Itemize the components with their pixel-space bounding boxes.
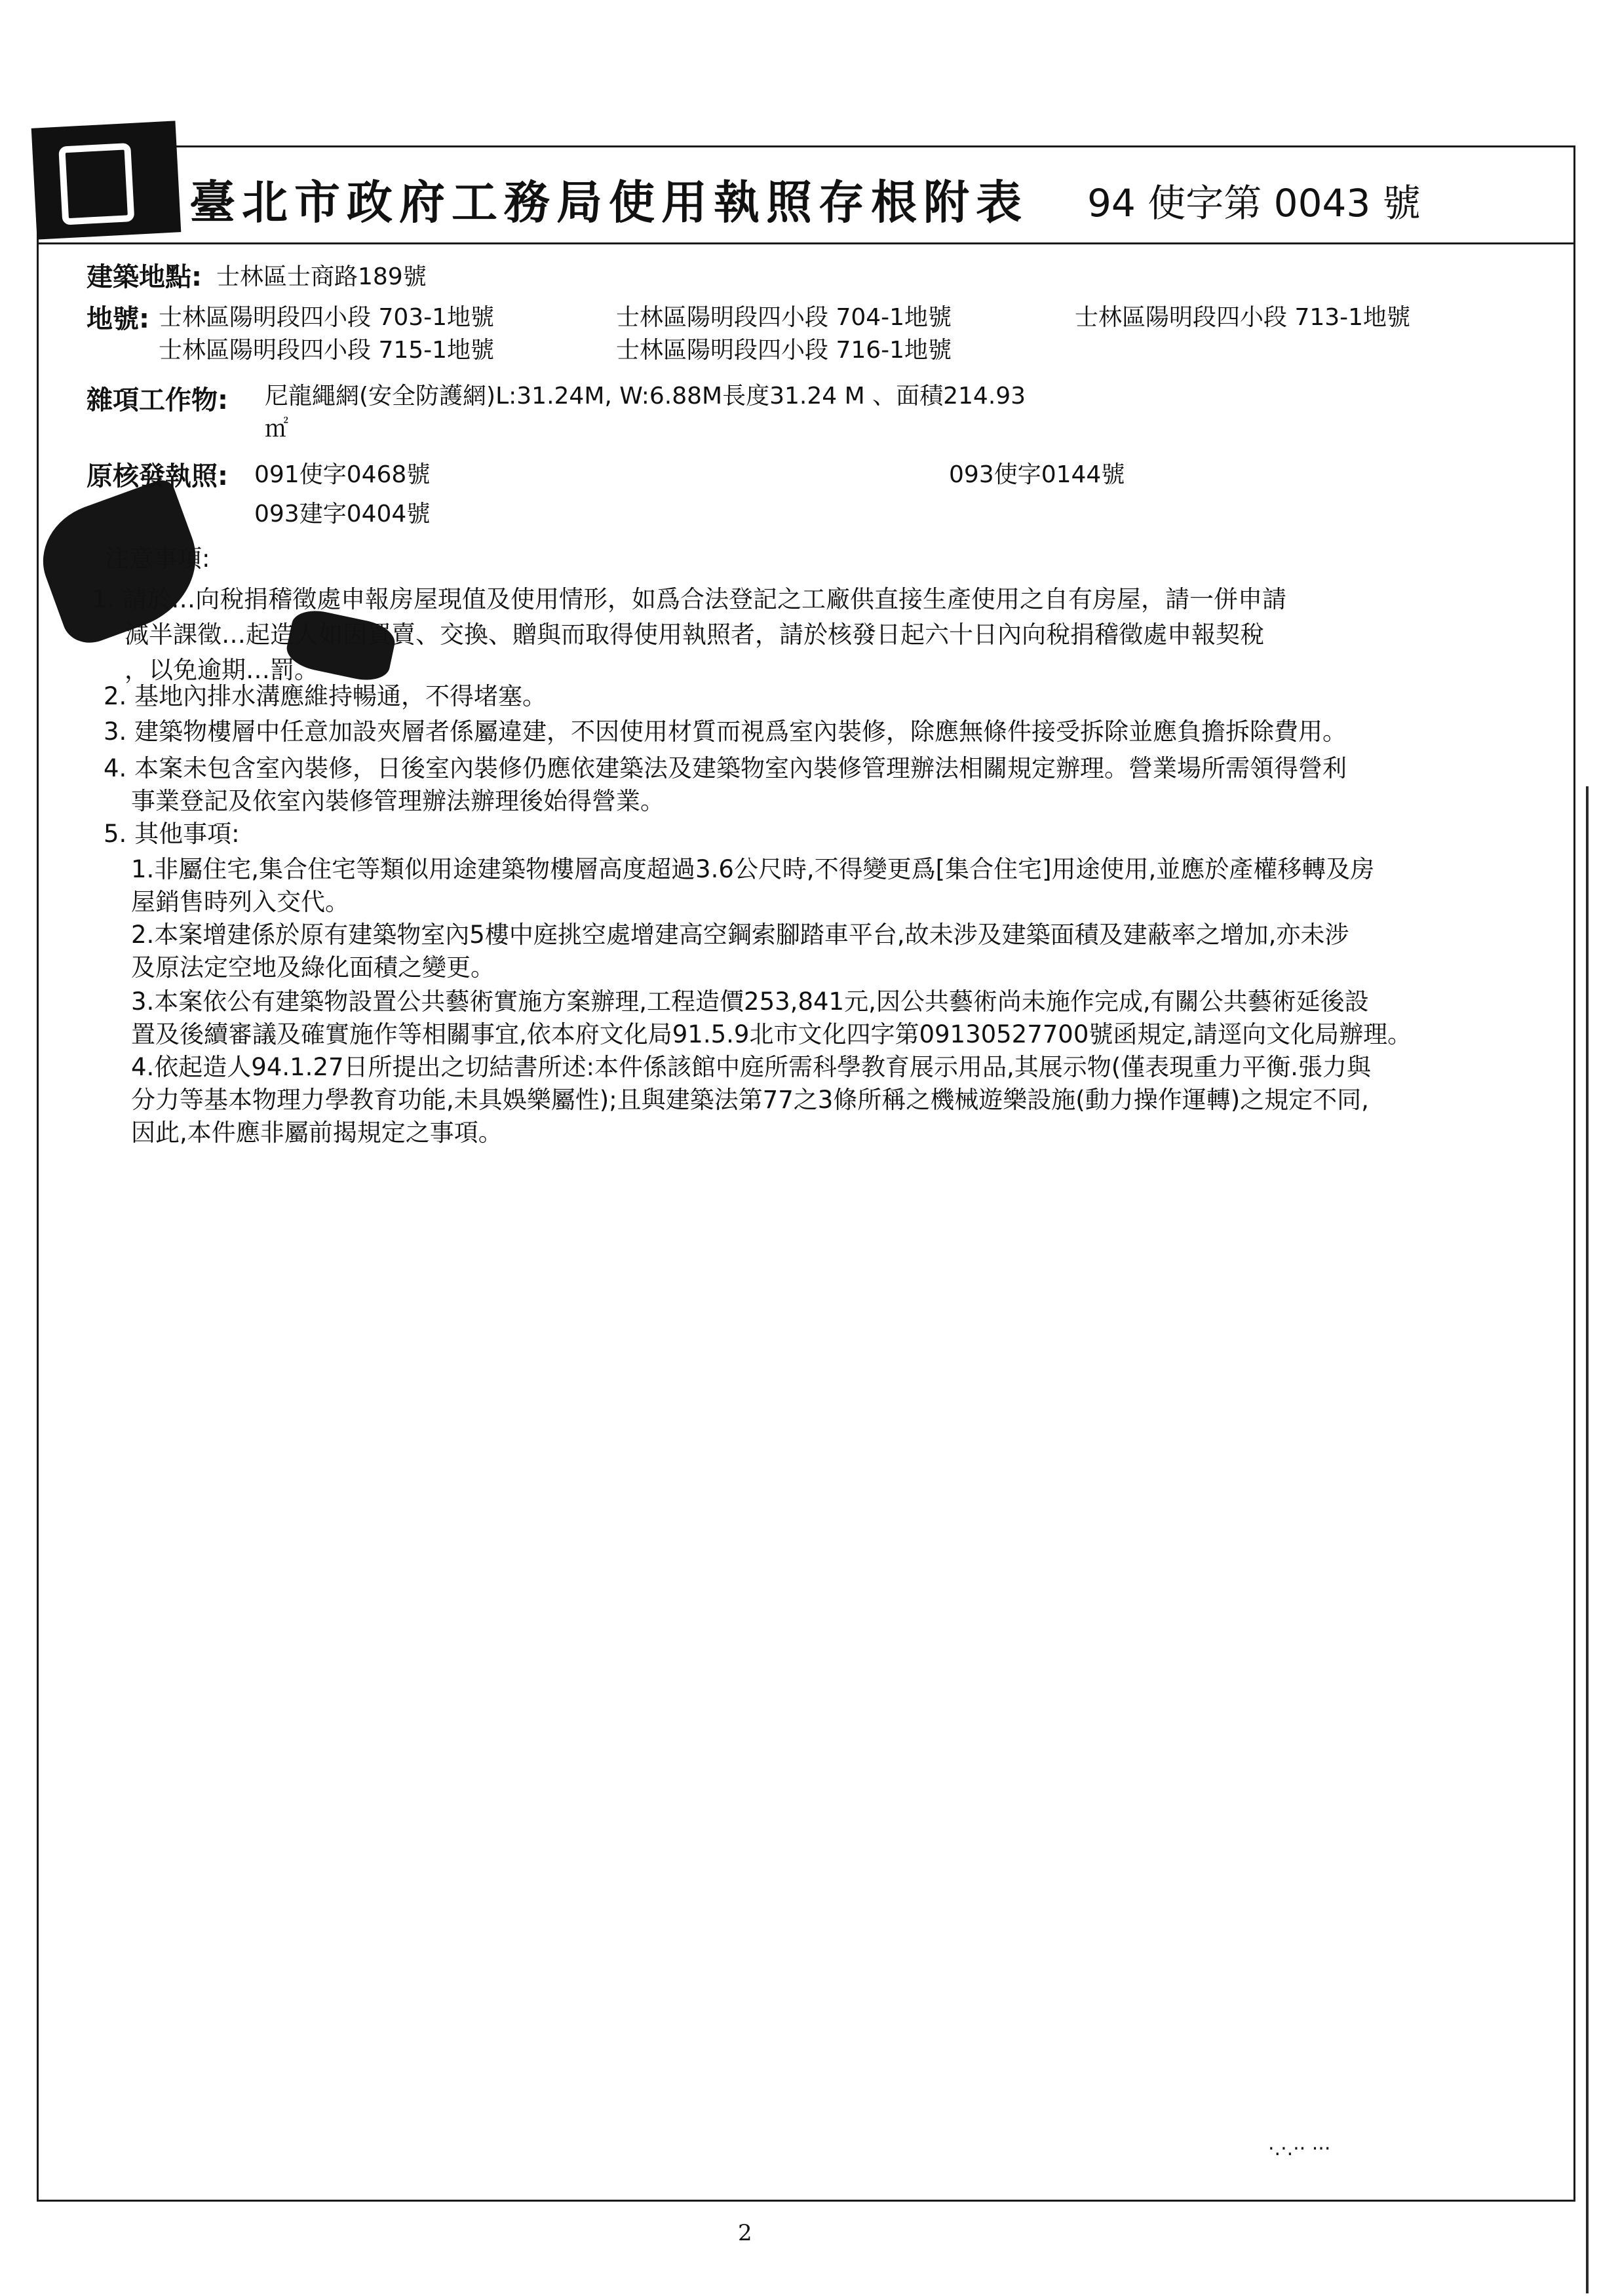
note-line: 事業登記及依室內裝修管理辦法辦理後始得營業。 [131,787,665,815]
footer-marks: ·.·.·· ··· [1268,2137,1331,2160]
misc-work-label: 雜項工作物: [87,385,228,415]
document-title: 臺北市政府工務局使用執照存根附表 [189,176,1028,229]
note-line: 1. 請於…向稅捐稽徵處申報房屋現值及使用情形，如爲合法登記之工廠供直接生產使用之自有房屋，請一併申請 [92,585,1287,613]
note-line: 分力等基本物理力學教育功能,未具娛樂屬性);且與建築法第77之3條所稱之機械遊樂設施(動力操作運轉)之規定不同, [131,1086,1369,1114]
lot-item: 士林區陽明段四小段 704-1地號 [616,304,952,331]
misc-work-unit: ㎡ [265,415,289,442]
note-line: 1.非屬住宅,集合住宅等類似用途建築物樓層高度超過3.6公尺時,不得變更爲[集合住宅]用途使用,並應於產權移轉及房 [131,855,1375,883]
note-line: 2. 基地內排水溝應維持暢通，不得堵塞。 [104,682,547,710]
note-line: 置及後續審議及確實施作等相關事宜,依本府文化局91.5.9北市文化四字第09130527700號函規定,請逕向文化局辦理。 [131,1020,1412,1048]
misc-work-value: 尼龍繩網(安全防護網)L:31.24M, W:6.88M長度31.24 M 、面積214.93 [265,383,1026,410]
original-permit: 091使字0468號 [254,461,431,488]
note-line: 屋銷售時列入交代。 [131,888,349,916]
title-bar [39,147,1573,244]
permit-number: 94 使字第 0043 號 [1087,181,1421,225]
note-line: 及原法定空地及綠化面積之變更。 [131,953,495,982]
page-number: 2 [738,2220,752,2246]
location-label: 建築地點: [87,262,202,292]
note-line: 4.依起造人94.1.27日所提出之切結書所述:本件係該館中庭所需科學教育展示用品,其展示物(僅表現重力平衡.張力與 [131,1053,1371,1081]
lot-item: 士林區陽明段四小段 716-1地號 [616,337,952,364]
lot-item: 士林區陽明段四小段 713-1地號 [1075,304,1411,331]
original-permit: 093使字0144號 [949,461,1125,488]
scan-edge-line [1586,786,1589,2293]
note-line: 減半課徵…起造人如因買賣、交換、贈與而取得使用執照者，請於核發日起六十日內向稅捐稽徵處申報契稅 [125,621,1264,649]
location-value: 士林區士商路189號 [216,263,427,290]
document-frame [37,145,1575,2202]
lot-label: 地號: [87,304,149,334]
stamp-mark [31,121,182,239]
lot-item: 士林區陽明段四小段 715-1地號 [159,337,495,364]
note-line: 2.本案增建係於原有建築物室內5樓中庭挑空處增建高空鋼索腳踏車平台,故未涉及建築面積及建蔽率之增加,亦未涉 [131,921,1349,949]
lot-item: 士林區陽明段四小段 703-1地號 [159,304,495,331]
original-permit: 093建字0404號 [254,501,431,527]
note-line: 3. 建築物樓層中任意加設夾層者係屬違建，不因使用材質而視爲室內裝修，除應無條件接受拆除並應負擔拆除費用。 [104,718,1347,746]
notes-heading: 注意事項: [105,545,210,573]
note-line: 5. 其他事項: [104,820,240,848]
note-line: 4. 本案未包含室內裝修，日後室內裝修仍應依建築法及建築物室內裝修管理辦法相關規定辦理。營業場所需領得營利 [104,754,1347,782]
note-line: ，以免逾期…罰。 [125,656,318,684]
original-permit-label: 原核發執照: [87,461,228,491]
note-line: 3.本案依公有建築物設置公共藝術實施方案辦理,工程造價253,841元,因公共藝術尚未施作完成,有關公共藝術延後設 [131,987,1369,1016]
note-line: 因此,本件應非屬前揭規定之事項。 [131,1119,503,1147]
